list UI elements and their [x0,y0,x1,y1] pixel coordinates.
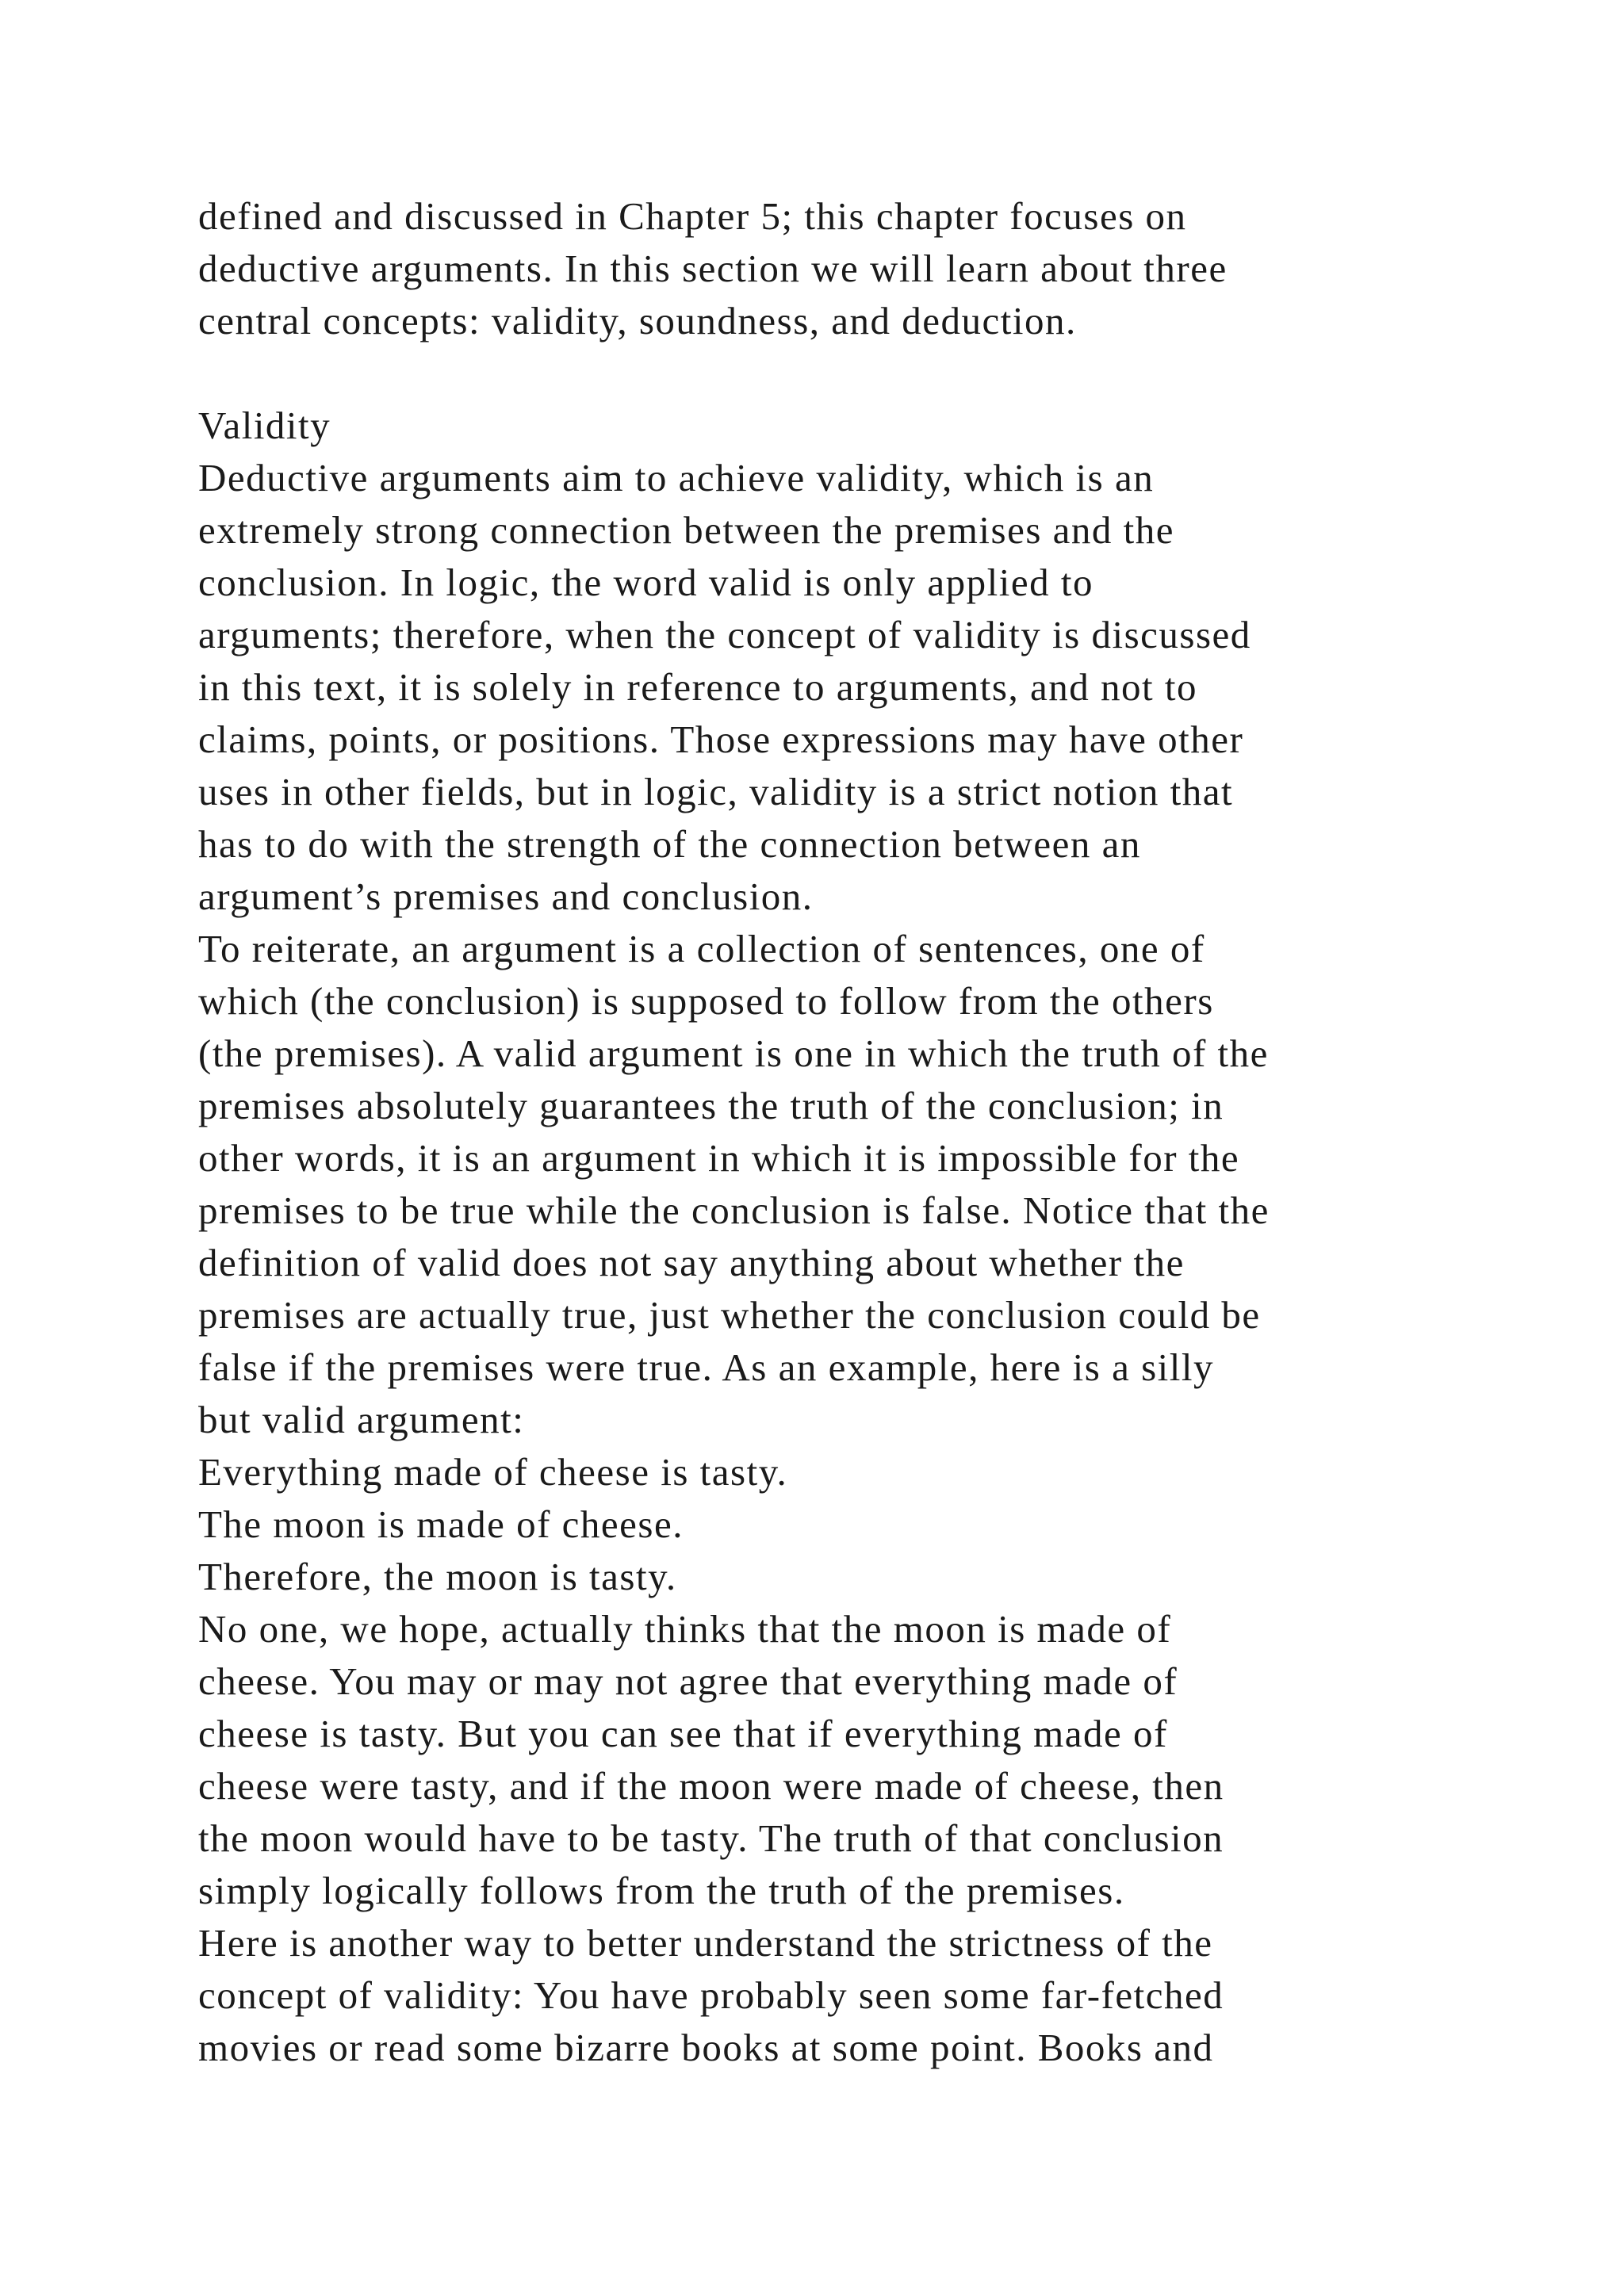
text-line: other words, it is an argument in which it is impossible for the [198,1136,1240,1180]
paragraph-reiterate [198,923,1467,1446]
text-line: extremely strong connection between the premises and the [198,508,1175,552]
text-line: conclusion. In logic, the word valid is only applied to [198,561,1094,604]
text-line: premises are actually true, just whether the conclusion could be [198,1293,1261,1337]
text-line: concept of validity: You have probably seen some far-fetched [198,1973,1224,2017]
intro-paragraph [198,190,1467,347]
text-line: has to do with the strength of the connection between an [198,822,1141,866]
text-line: which (the conclusion) is supposed to follow from the others [198,979,1214,1023]
premise-line: Everything made of cheese is tasty. [198,1450,788,1494]
text-line: cheese were tasty, and if the moon were made of cheese, then [198,1764,1224,1808]
text-line: uses in other fields, but in logic, validity is a strict notion that [198,770,1234,813]
text-line: No one, we hope, actually thinks that the moon is made of [198,1607,1172,1651]
text-line: cheese is tasty. But you can see that if everything made of [198,1712,1168,1755]
document-page [198,190,1467,2074]
text-line: premises to be true while the conclusion is false. Notice that the [198,1188,1270,1232]
text-line: (the premises). A valid argument is one in which the truth of the [198,1031,1269,1075]
conclusion-line: Therefore, the moon is tasty. [198,1555,677,1598]
text-line: deductive arguments. In this section we will learn about three [198,247,1228,290]
text-line: false if the premises were true. As an example, here is a silly [198,1345,1214,1389]
text-line: but valid argument: [198,1398,525,1441]
text-line: Here is another way to better understand the strictness of the [198,1921,1213,1965]
paragraph-spacer [198,347,1467,400]
text-line: movies or read some bizarre books at some point. Books and [198,2026,1214,2069]
text-line: cheese. You may or may not agree that everything made of [198,1659,1178,1703]
text-line: the moon would have to be tasty. The truth of that conclusion [198,1816,1224,1860]
text-line: To reiterate, an argument is a collection of sentences, one of [198,927,1205,970]
paragraph-validity-definition [198,452,1467,923]
text-line: defined and discussed in Chapter 5; this chapter focuses on [198,194,1187,238]
text-line: Deductive arguments aim to achieve validity, which is an [198,456,1155,499]
text-line: definition of valid does not say anything about whether the [198,1241,1185,1284]
text-line: arguments; therefore, when the concept of validity is discussed [198,613,1251,656]
section-heading: Validity [198,404,331,447]
text-line: argument’s premises and conclusion. [198,874,814,918]
premise-line: The moon is made of cheese. [198,1502,684,1546]
example-argument [198,1446,1467,1603]
text-line: central concepts: validity, soundness, and deduction. [198,299,1077,342]
text-line: simply logically follows from the truth of the premises. [198,1869,1125,1912]
text-line: premises absolutely guarantees the truth of the conclusion; in [198,1084,1224,1127]
text-line: in this text, it is solely in reference to arguments, and not to [198,665,1197,709]
paragraph-strictness [198,1917,1467,2074]
paragraph-moon-explanation [198,1603,1467,1917]
text-line: claims, points, or positions. Those expressions may have other [198,718,1244,761]
